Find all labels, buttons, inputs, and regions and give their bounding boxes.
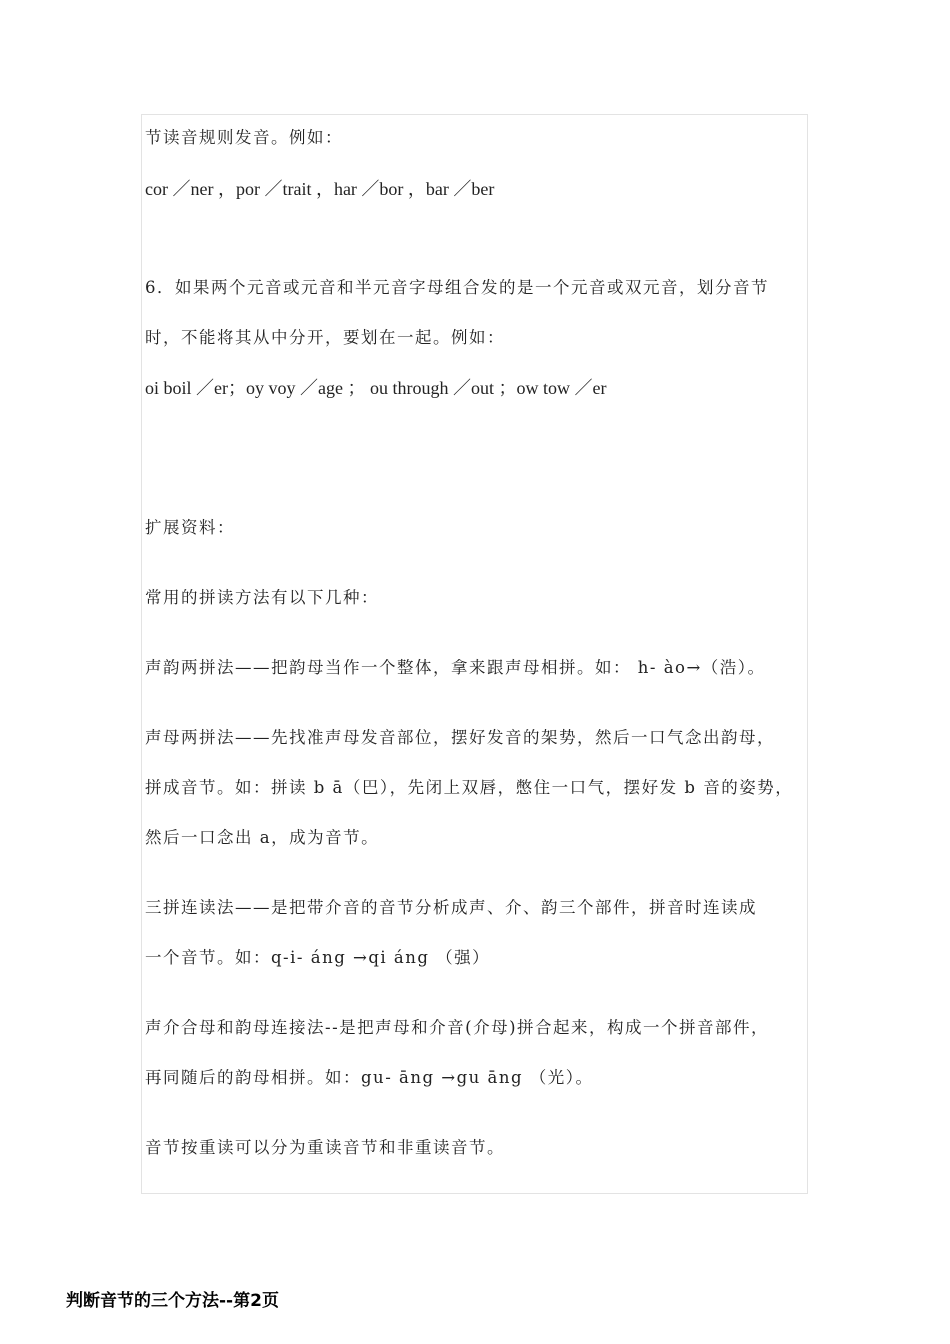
method-2a: 声母两拼法——先找准声母发音部位，摆好发音的架势，然后一口气念出韵母， [145, 728, 775, 747]
page-footer: 判断音节的三个方法--第2页 [66, 1291, 279, 1311]
method-1: 声韵两拼法——把韵母当作一个整体，拿来跟声母相拼。如： h- ào→（浩）。 [145, 658, 766, 677]
example-line-2: oi boil ／er；oy voy ／age ； ou through ／out ；ow tow ／er [145, 378, 607, 398]
text-line-rule-6a: 6．如果两个元音或元音和半元音字母组合发的是一个元音或双元音，划分音节 [145, 278, 769, 297]
text-line-methods-intro: 常用的拼读方法有以下几种： [145, 588, 379, 607]
text-line-1: 节读音规则发音。例如： [145, 128, 343, 147]
method-3a: 三拼连读法——是把带介音的音节分析成声、介、韵三个部件，拼音时连读成 [145, 898, 757, 917]
method-2b: 拼成音节。如：拼读 b ā（巴），先闭上双唇，憋住一口气，摆好发 b 音的姿势， [145, 778, 794, 797]
section-heading-extension: 扩展资料： [145, 518, 235, 537]
method-2c: 然后一口念出 a，成为音节。 [145, 828, 380, 847]
text-line-stress: 音节按重读可以分为重读音节和非重读音节。 [145, 1138, 505, 1157]
method-4a: 声介合母和韵母连接法--是把声母和介音(介母)拼合起来，构成一个拼音部件， [145, 1018, 770, 1037]
method-4b: 再同随后的韵母相拼。如：gu- āng →gu āng （光）。 [145, 1068, 594, 1087]
text-line-rule-6b: 时，不能将其从中分开，要划在一起。例如： [145, 328, 505, 347]
method-3b: 一个音节。如：q-i- áng →qi áng （强） [145, 948, 491, 967]
example-line-1: cor ／ner ，por ／trait ，har ／bor ，bar ／ber [145, 179, 495, 199]
